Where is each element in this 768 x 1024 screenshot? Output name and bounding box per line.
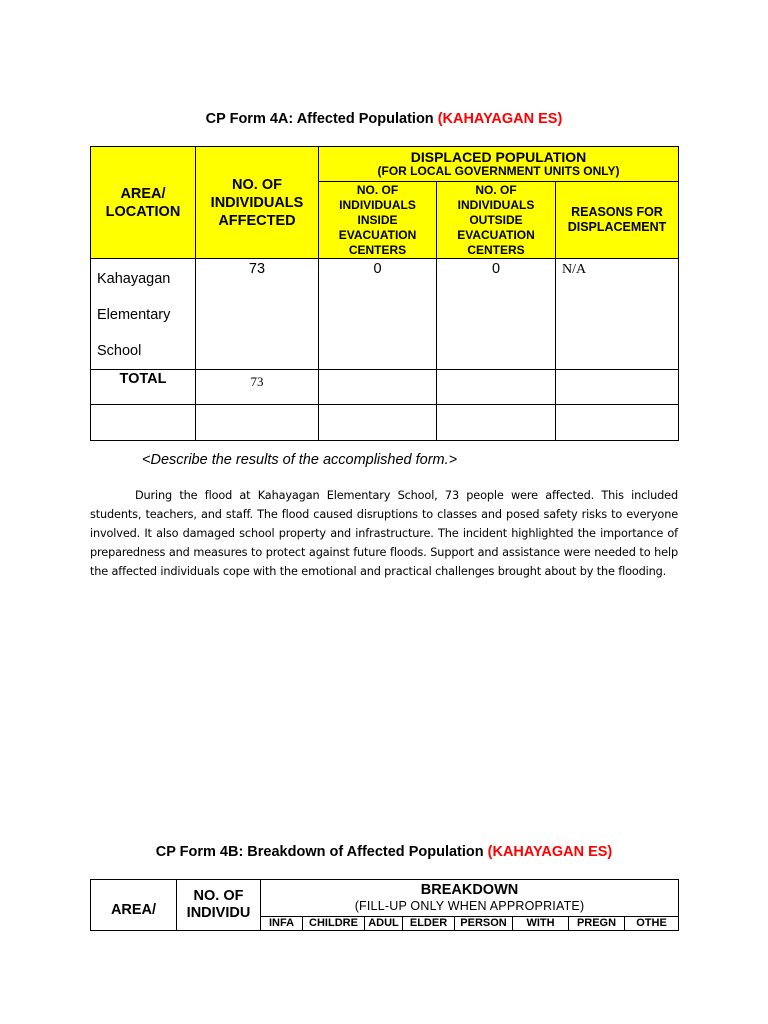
table-row [91, 259, 679, 370]
header-inside-evacuation: NO. OF INDIVIDUALS INSIDE EVACUATION CENTERS [319, 182, 437, 259]
outside-cell: 0 [437, 259, 556, 370]
header-outside-evacuation: NO. OF INDIVIDUALS OUTSIDE EVACUATION CENTERS [437, 182, 556, 259]
b-col-elderly: ELDER [403, 917, 455, 931]
header-displaced-population: DISPLACED POPULATION (FOR LOCAL GOVERNMENT UNITS ONLY) [319, 147, 679, 182]
b-header-no-individuals: NO. OF INDIVIDU [177, 880, 261, 931]
b-col-pregnant: PREGN [569, 917, 625, 931]
b-col-children: CHILDRE [303, 917, 365, 931]
form-4b-title-school: (KAHAYAGAN ES) [487, 844, 613, 860]
breakdown-table [90, 879, 679, 931]
description-paragraph: During the flood at Kahayagan Elementary School, 73 people were affected. This included students, teachers, and staff. The flood caused disruptions to classes and posed safety risks to everyone involved. It also damaged school property and infrastructure. The incident highlighted the importance of preparedness and measures to protect against future floods. Support and assistance were needed to help the affected individuals cope with the emotional and practical challenges brought about by the flooding. [90, 489, 678, 578]
total-reasons [556, 370, 679, 405]
header-reasons-displacement: REASONS FOR DISPLACEMENT [556, 182, 679, 259]
form-4a-title-text: CP Form 4A: Affected Population [205, 111, 438, 127]
b-col-persons: PERSON [455, 917, 513, 931]
describe-prompt: <Describe the results of the accomplished form.> [142, 452, 458, 468]
total-outside [437, 370, 556, 405]
area-cell: Kahayagan Elementary School [91, 259, 196, 370]
b-header-breakdown: BREAKDOWN (FILL-UP ONLY WHEN APPROPRIATE) [261, 880, 679, 917]
form-4b-title-text: CP Form 4B: Breakdown of Affected Population [155, 844, 488, 860]
empty-row [91, 405, 679, 441]
form-4a-title [0, 111, 768, 127]
reasons-cell: N/A [556, 259, 679, 370]
b-col-with: WITH [513, 917, 569, 931]
total-label: TOTAL [91, 370, 196, 405]
affected-population-table [90, 146, 679, 441]
total-row [91, 370, 679, 405]
b-header-area: AREA/ [91, 880, 177, 931]
form-4b-title [0, 844, 768, 860]
form-4a-title-school: (KAHAYAGAN ES) [437, 111, 563, 127]
b-col-infants: INFA [261, 917, 303, 931]
b-col-adults: ADUL [365, 917, 403, 931]
affected-cell: 73 [196, 259, 319, 370]
header-no-individuals-affected: NO. OF INDIVIDUALS AFFECTED [196, 147, 319, 259]
total-inside [319, 370, 437, 405]
b-col-others: OTHE [625, 917, 679, 931]
inside-cell: 0 [319, 259, 437, 370]
total-affected: 73 [196, 370, 319, 405]
header-area-location: AREA/ LOCATION [91, 147, 196, 259]
